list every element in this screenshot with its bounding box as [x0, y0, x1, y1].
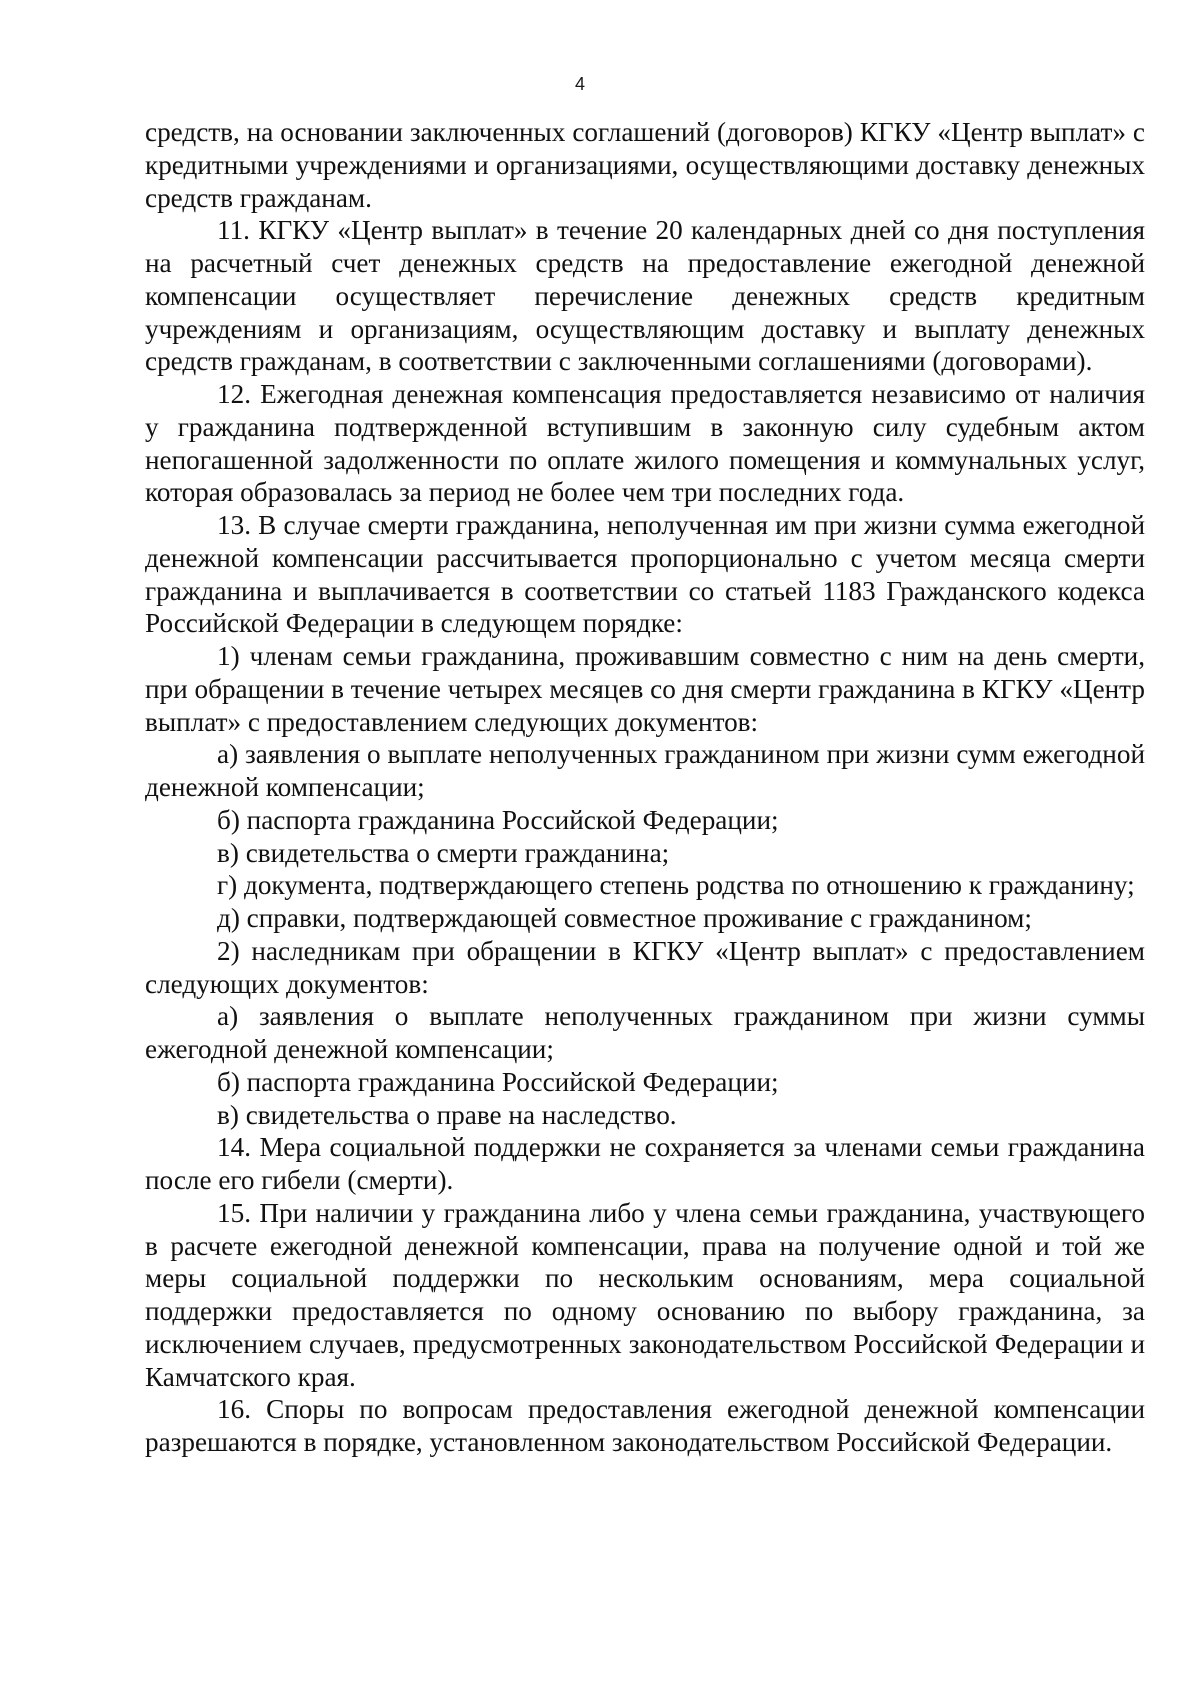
subitem-1-d: д) справки, подтверждающей совместное проживание с гражданином; — [217, 903, 1032, 933]
page-number: 4 — [574, 74, 585, 94]
subitem-2-v: в) свидетельства о праве на наследство. — [217, 1099, 677, 1130]
paragraph-item-14: 14. Мера социальной поддержки не сохраняется за членами семьи гражданина после его гибели (смерти). — [145, 1132, 1145, 1195]
paragraph-item-11: 11. КГКУ «Центр выплат» в течение 20 календарных дней со дня поступления на расчетный счет денежных средств на предоставление ежегодной денежной компенсации осуществляет перечисление денежных средств кредитным учреждениям и организациям, осуществляющим доставку и выплату денежных средств гражданам, в соответствии с заключенными соглашениями (договорами). — [145, 215, 1145, 377]
document-body — [145, 116, 1145, 1459]
subitem-1-a: а) заявления о выплате неполученных гражданином при жизни сумм ежегодной денежной компенсации; — [145, 739, 1145, 802]
subitem-2-a: а) заявления о выплате неполученных гражданином при жизни суммы ежегодной денежной компенсации; — [145, 1001, 1145, 1064]
paragraph-item-13: 13. В случае смерти гражданина, неполученная им при жизни сумма ежегодной денежной компенсации рассчитывается пропорционально с учетом месяца смерти гражданина и выплачивается в соответствии со статьей 1183 Гражданского кодекса Российской Федерации в следующем порядке: — [145, 510, 1145, 639]
paragraph-item-16: 16. Споры по вопросам предоставления ежегодной денежной компенсации разрешаются в порядке, установленном законодательством Российской Федерации. — [145, 1394, 1145, 1457]
subitem-2-b: б) паспорта гражданина Российской Федерации; — [217, 1066, 779, 1097]
paragraph-item-12: 12. Ежегодная денежная компенсация предоставляется независимо от наличия у гражданина подтвержденной вступившим в законную силу судебным актом непогашенной задолженности по оплате жилого помещения и коммунальных услуг, которая образовалась за период не более чем три последних года. — [145, 379, 1145, 508]
subitem-1-v: в) свидетельства о смерти гражданина; — [217, 837, 670, 868]
subitem-2: 2) наследникам при обращении в КГКУ «Центр выплат» с предоставлением следующих документов: — [145, 935, 1145, 999]
subitem-1-g: г) документа, подтверждающего степень родства по отношению к гражданину; — [217, 870, 1135, 901]
paragraph-item-15: 15. При наличии у гражданина либо у члена семьи гражданина, участвующего в расчете ежегодной денежной компенсации, права на получение одной и той же меры социальной поддержки по нескольким основаниям, мера социальной поддержки предоставляется по одному основанию по выбору гражданина, за исключением случаев, предусмотренных законодательством Российской Федерации и Камчатского края. — [145, 1197, 1145, 1392]
subitem-1-b: б) паспорта гражданина Российской Федерации; — [217, 804, 779, 835]
subitem-1: 1) членам семьи гражданина, проживавшим совместно с ним на день смерти, при обращении в течение четырех месяцев со дня смерти гражданина в КГКУ «Центр выплат» с предоставлением следующих документов: — [145, 641, 1145, 737]
paragraph-continuation: средств, на основании заключенных соглашений (договоров) КГКУ «Центр выплат» с кредитными учреждениями и организациями, осуществляющими доставку денежных средств гражданам. — [145, 117, 1145, 213]
